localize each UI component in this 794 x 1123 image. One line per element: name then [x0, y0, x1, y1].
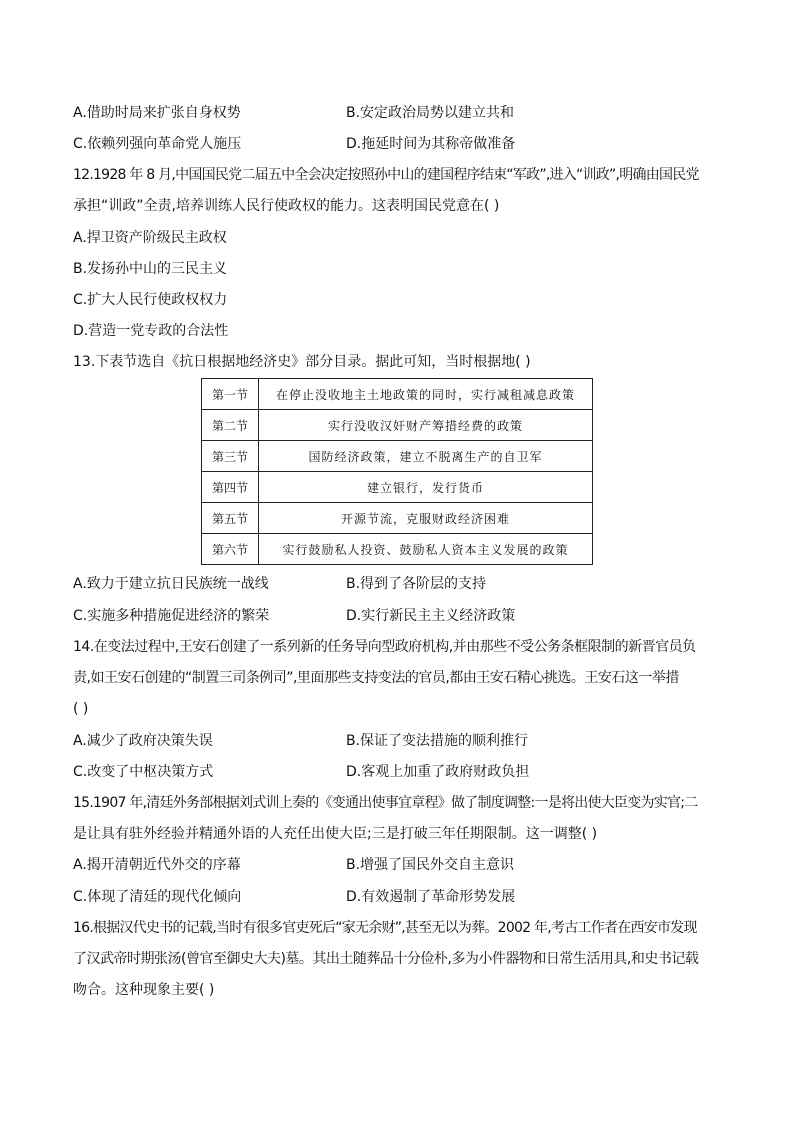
q16-stem-line1: 16.根据汉代史书的记载,当时有很多官吏死后“家无余财”,甚至无以为葬。2002 年,考古工作者在西安市发现 — [73, 920, 697, 936]
section-number: 第三节 — [202, 441, 259, 472]
q12-option-a[interactable]: A.捍卫资产阶级民主政权 — [73, 230, 227, 246]
q11-options-row2 — [73, 134, 733, 154]
section-title: 开源节流，克服财政经济困难 — [259, 503, 593, 534]
section-number: 第二节 — [202, 410, 259, 441]
table-row — [202, 472, 593, 503]
section-title: 实行鼓励私人投资、鼓励私人资本主义发展的政策 — [259, 534, 593, 565]
q15-option-d[interactable]: D.有效遏制了革命形势发展 — [346, 889, 516, 905]
section-title: 国防经济政策，建立不脱离生产的自卫军 — [259, 441, 593, 472]
section-number: 第一节 — [202, 379, 259, 410]
q13-stem: 13.下表节选自《抗日根据地经济史》部分目录。据此可知，当时根据地( ) — [73, 354, 531, 370]
table-row — [202, 534, 593, 565]
q13-option-d[interactable]: D.实行新民主主义经济政策 — [346, 608, 516, 624]
q15-stem-line2: 是让具有驻外经验并精通外语的人充任出使大臣;三是打破三年任期限制。这一调整( ) — [73, 826, 598, 842]
q14-options-row2 — [73, 762, 733, 782]
q14-option-b[interactable]: B.保证了变法措施的顺利推行 — [346, 733, 529, 749]
q12-option-d[interactable]: D.营造一党专政的合法性 — [73, 323, 229, 339]
section-number: 第六节 — [202, 534, 259, 565]
q13-contents-table — [201, 378, 593, 565]
q11-option-d[interactable]: D.拖延时间为其称帝做准备 — [346, 136, 516, 152]
q11-options-row1 — [73, 103, 733, 123]
q12-stem-line2: 承担“训政”全责,培养训练人民行使政权的能力。这表明国民党意在( ) — [73, 198, 500, 214]
section-title: 实行没收汉奸财产筹措经费的政策 — [259, 410, 593, 441]
table-row — [202, 410, 593, 441]
q14-stem-line2: 责,如王安石创建的“制置三司条例司”,里面那些支持变法的官员,都由王安石精心挑选。王安石这一举措 — [73, 670, 679, 686]
q14-stem-line3: ( ) — [73, 701, 89, 717]
q13-options-row1 — [73, 574, 733, 594]
q14-option-a[interactable]: A.减少了政府决策失误 — [73, 733, 213, 749]
q14-stem-line1: 14.在变法过程中,王安石创建了一系列新的任务导向型政府机构,并由那些不受公务条框限制的新晋官员负 — [73, 639, 696, 655]
q11-option-b[interactable]: B.安定政治局势以建立共和 — [346, 105, 515, 121]
table-row — [202, 503, 593, 534]
q11-option-c[interactable]: C.依赖列强向革命党人施压 — [73, 136, 242, 152]
q15-option-a[interactable]: A.揭开清朝近代外交的序幕 — [73, 857, 241, 873]
q16-stem-line3: 吻合。这种现象主要( ) — [73, 982, 215, 998]
q13-option-b[interactable]: B.得到了各阶层的支持 — [346, 576, 487, 592]
q14-option-c[interactable]: C.改变了中枢决策方式 — [73, 764, 214, 780]
section-number: 第五节 — [202, 503, 259, 534]
q12-option-c[interactable]: C.扩大人民行使政权权力 — [73, 292, 228, 308]
section-title: 在停止没收地主土地政策的同时，实行减租减息政策 — [259, 379, 593, 410]
q14-options-row1 — [73, 731, 733, 751]
section-title: 建立银行，发行货币 — [259, 472, 593, 503]
section-number: 第四节 — [202, 472, 259, 503]
q15-option-c[interactable]: C.体现了清廷的现代化倾向 — [73, 889, 242, 905]
q13-option-c[interactable]: C.实施多种措施促进经济的繁荣 — [73, 608, 270, 624]
q15-stem-line1: 15.1907 年,清廷外务部根据刘式训上奏的《变通出使事宜章程》做了制度调整:一是将出使大臣变为实官;二 — [73, 795, 698, 811]
q13-options-row2 — [73, 606, 733, 626]
q15-option-b[interactable]: B.增强了国民外交自主意识 — [346, 857, 515, 873]
q15-options-row1 — [73, 855, 733, 875]
q15-options-row2 — [73, 887, 733, 907]
q12-stem-line1: 12.1928 年 8 月,中国国民党二届五中全会决定按照孙中山的建国程序结束“军政”,进入“训政”,明确由国民党 — [73, 167, 699, 183]
table-row — [202, 379, 593, 410]
q13-option-a[interactable]: A.致力于建立抗日民族统一战线 — [73, 576, 269, 592]
q12-option-b[interactable]: B.发扬孙中山的三民主义 — [73, 261, 228, 277]
table-row — [202, 441, 593, 472]
q11-option-a[interactable]: A.借助时局来扩张自身权势 — [73, 105, 241, 121]
q16-stem-line2: 了汉武帝时期张汤(曾官至御史大夫)墓。其出土随葬品十分俭朴,多为小件器物和日常生活用具,和史书记载 — [73, 951, 699, 967]
q14-option-d[interactable]: D.客观上加重了政府财政负担 — [346, 764, 530, 780]
